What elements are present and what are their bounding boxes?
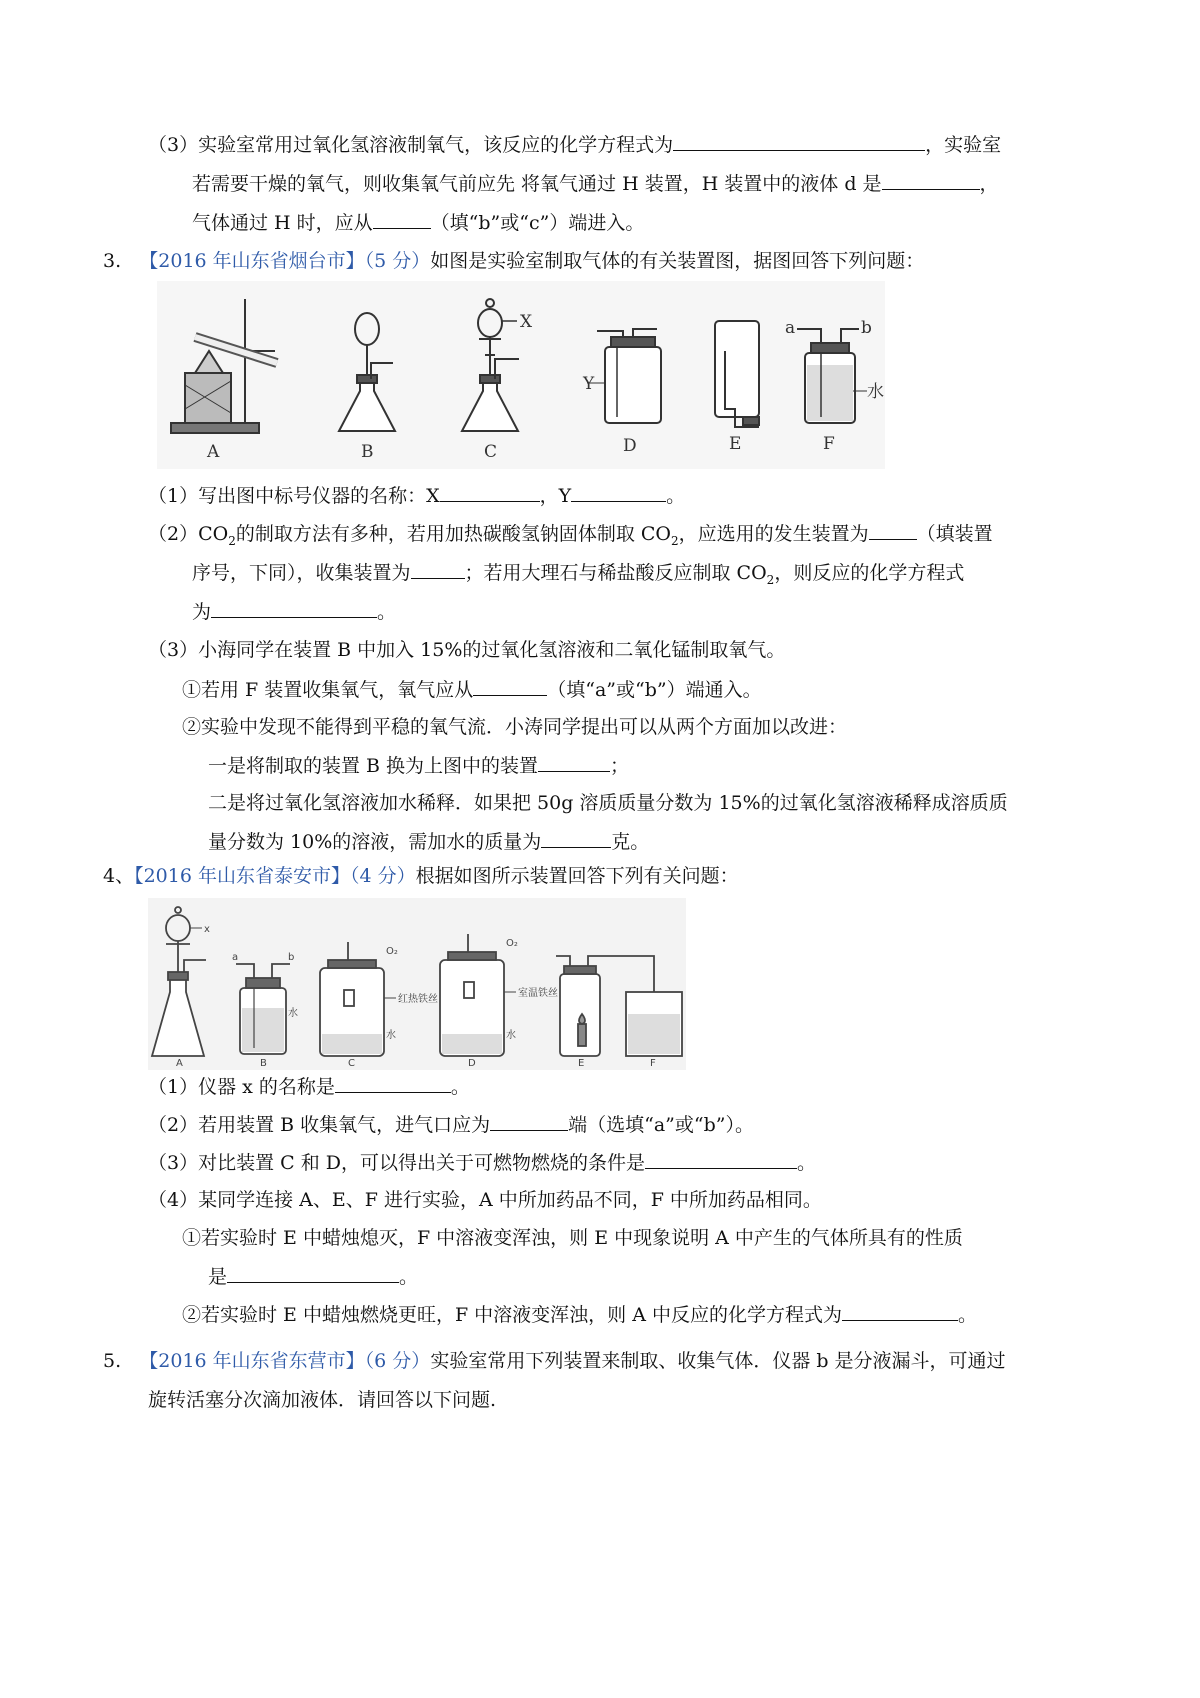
answer-blank[interactable]	[335, 1072, 451, 1093]
q2-part3-line3	[192, 208, 644, 237]
q3-part2-text: 。	[377, 601, 397, 623]
fig-mark-water-b: 水	[288, 1008, 298, 1019]
question-number: 3.	[103, 250, 122, 272]
q4-part4-text: ②若实验时 E 中蜡烛燃烧更旺，F 中溶液变浑浊，则 A 中反应的化学方程式为	[182, 1304, 842, 1326]
q3-part3-text: 一是将制取的装置 B 换为上图中的装置	[208, 755, 539, 777]
q3-part3-text: （3）小海同学在装置 B 中加入 15%的过氧化氢溶液和二氧化锰制取氧气。	[148, 639, 786, 661]
q3-part2-text: ；若用大理石与稀盐酸反应制取 CO	[464, 562, 767, 584]
q4-part1-text: 。	[450, 1076, 470, 1098]
answer-blank[interactable]	[882, 169, 980, 190]
fig-mark-water: 水	[867, 382, 884, 402]
answer-blank[interactable]	[541, 827, 611, 848]
answer-blank[interactable]	[673, 130, 925, 151]
q2-part3-text: （3）实验室常用过氧化氢溶液制氧气，该反应的化学方程式为	[148, 134, 674, 156]
q4-part2	[148, 1110, 754, 1139]
subscript: 2	[228, 533, 236, 548]
q3-part3-sub2b-line2	[208, 827, 649, 856]
q5-stem-line2	[148, 1386, 496, 1414]
q4-part2-text: （2）若用装置 B 收集氧气，进气口应为	[148, 1114, 491, 1136]
question-stem: 旋转活塞分次滴加液体．请回答以下问题.	[148, 1389, 497, 1411]
q3-part3-text: 量分数为 10%的溶液，需加水的质量为	[208, 831, 542, 853]
q4-part4-text: 。	[957, 1304, 977, 1326]
fig-mark-x: X	[520, 312, 533, 332]
q3-part3-text: ；	[610, 755, 630, 777]
q4-part3	[148, 1148, 816, 1177]
q2-part3-text: （填“b”或“c”）端进入。	[430, 212, 645, 234]
q4-part3-text: 。	[796, 1152, 816, 1174]
q4-part2-text: 端（选填“a”或“b”）。	[568, 1114, 754, 1136]
question-score: （6 分）	[364, 1350, 431, 1372]
q4-part3-text: （3）对比装置 C 和 D，可以得出关于可燃物燃烧的条件是	[148, 1152, 645, 1174]
answer-blank[interactable]	[373, 208, 431, 229]
question-source: 【2016 年山东省烟台市】（5 分）	[139, 250, 431, 272]
q4-heading	[103, 862, 739, 890]
answer-blank[interactable]	[645, 1148, 797, 1169]
fig-mark-x: x	[204, 924, 210, 935]
apparatus-diagram-q4	[148, 898, 686, 1070]
question-stem: 实验室常用下列装置来制取、收集气体．仪器 b 是分液漏斗，可通过	[430, 1350, 1006, 1372]
q4-part4	[148, 1186, 822, 1214]
q3-part3-text: ②实验中发现不能得到平稳的氧气流．小涛同学提出可以从两个方面加以改进：	[182, 716, 848, 738]
q3-part1-text: 。	[666, 485, 686, 507]
fig-label-e: E	[578, 1058, 585, 1069]
question-number: 5.	[103, 1350, 122, 1372]
fig-mark-wire-d: 室温铁丝	[518, 988, 558, 999]
question-source: 【2016 年山东省东营市】	[139, 1350, 365, 1372]
question-source: 【2016 年山东省泰安市】（4 分）	[134, 865, 416, 887]
fig-label-d: D	[468, 1058, 476, 1069]
answer-blank[interactable]	[869, 519, 917, 540]
q4-part4-text: 。	[399, 1266, 419, 1288]
q2-part3-line2	[192, 169, 999, 198]
answer-blank[interactable]	[842, 1300, 958, 1321]
q3-part2-line2	[192, 558, 964, 587]
fig-label-f: F	[650, 1058, 656, 1069]
q3-part3-text: ①若用 F 装置收集氧气，氧气应从	[182, 679, 474, 701]
subscript: 2	[671, 533, 679, 548]
fig-label-c: C	[348, 1058, 355, 1069]
answer-blank[interactable]	[490, 1110, 568, 1131]
q3-part2-text: 为	[192, 601, 212, 623]
q3-part3	[148, 636, 785, 664]
q3-part3-text: （填“a”或“b”）端通入。	[547, 679, 762, 701]
answer-blank[interactable]	[411, 558, 465, 579]
q4-part4-sub1	[182, 1224, 963, 1252]
q3-part1-text: （1）写出图中标号仪器的名称：X	[148, 485, 440, 507]
fig-mark-water-d: 水	[506, 1030, 516, 1041]
fig-mark-o2-d: O₂	[506, 938, 518, 949]
q3-part3-text: 克。	[611, 831, 650, 853]
q3-part2-text: （填装置	[916, 523, 993, 545]
q3-part3-text: 二是将过氧化氢溶液加水稀释．如果把 50g 溶质质量分数为 15%的过氧化氢溶液稀释成溶质质	[208, 792, 1008, 814]
question-stem: 如图是实验室制取气体的有关装置图，据图回答下列问题：	[430, 250, 925, 272]
q3-part2-text: ，应选用的发生装置为	[678, 523, 869, 545]
fig-label-e: E	[729, 434, 742, 454]
answer-blank[interactable]	[211, 597, 377, 618]
fig-mark-wire-c: 红热铁丝	[398, 994, 438, 1005]
answer-blank[interactable]	[440, 481, 540, 502]
q3-apparatus-figure	[157, 281, 885, 469]
q4-part4-text: 是	[208, 1266, 228, 1288]
q3-part3-sub2	[182, 713, 847, 741]
q4-part4-text: （4）某同学连接 A、E、F 进行实验，A 中所加药品不同，F 中所加药品相同。	[148, 1189, 822, 1211]
apparatus-diagram-q3	[157, 281, 885, 469]
q2-part3-text: ，	[979, 173, 999, 195]
q4-part1	[148, 1072, 470, 1101]
answer-blank[interactable]	[473, 675, 547, 696]
fig-mark-b: b	[288, 952, 295, 963]
q2-part3-line1	[148, 130, 1001, 159]
fig-label-a: A	[207, 442, 220, 462]
fig-mark-water-c: 水	[386, 1030, 396, 1041]
fig-mark-a: a	[785, 318, 796, 338]
q2-part3-text: 气体通过 H 时，应从	[192, 212, 373, 234]
q3-part2-text: 的制取方法有多种，若用加热碳酸氢钠固体制取 CO	[235, 523, 671, 545]
fig-label-c: C	[484, 442, 498, 462]
question-number: 4、	[103, 865, 135, 887]
q3-part3-sub2b	[208, 789, 1008, 817]
q5-heading	[103, 1347, 1006, 1375]
q4-apparatus-figure	[148, 898, 686, 1070]
q4-part4-sub2	[182, 1300, 977, 1329]
q3-part2-line1	[148, 519, 993, 548]
fig-mark-y: Y	[583, 374, 595, 394]
q3-part2-text: ，则反应的化学方程式	[774, 562, 965, 584]
q2-part3-text: 若需要干燥的氧气，则收集氧气前应先 将氧气通过 H 装置，H 装置中的液体 d 是	[192, 173, 882, 195]
fig-label-d: D	[623, 436, 637, 456]
fig-mark-b: b	[861, 318, 872, 338]
answer-blank[interactable]	[571, 481, 666, 502]
answer-blank[interactable]	[227, 1262, 399, 1283]
question-stem: 根据如图所示装置回答下列有关问题：	[415, 865, 739, 887]
fig-label-b: B	[260, 1058, 267, 1069]
fig-label-b: B	[361, 442, 374, 462]
fig-label-f: F	[823, 434, 835, 454]
q4-part1-text: （1）仪器 x 的名称是	[148, 1076, 335, 1098]
q3-part3-sub2a	[208, 751, 629, 780]
q3-part2-line3	[192, 597, 396, 626]
q3-part1	[148, 481, 685, 510]
q4-part4-sub1-line2	[208, 1262, 418, 1291]
fig-mark-o2-c: O₂	[386, 946, 398, 957]
answer-blank[interactable]	[538, 751, 610, 772]
q4-part4-text: ①若实验时 E 中蜡烛熄灭，F 中溶液变浑浊，则 E 中现象说明 A 中产生的气体所具有的性质	[182, 1227, 963, 1249]
q2-part3-text: ，实验室	[925, 134, 1002, 156]
fig-mark-a: a	[232, 952, 239, 963]
subscript: 2	[766, 572, 775, 587]
q3-part2-text: 序号，下同），收集装置为	[192, 562, 411, 584]
fig-label-a: A	[176, 1058, 183, 1069]
q3-heading	[103, 247, 924, 275]
q3-part2-text: （2）CO	[148, 523, 229, 545]
q3-part1-text: ，Y	[539, 485, 572, 507]
q3-part3-sub1	[182, 675, 762, 704]
